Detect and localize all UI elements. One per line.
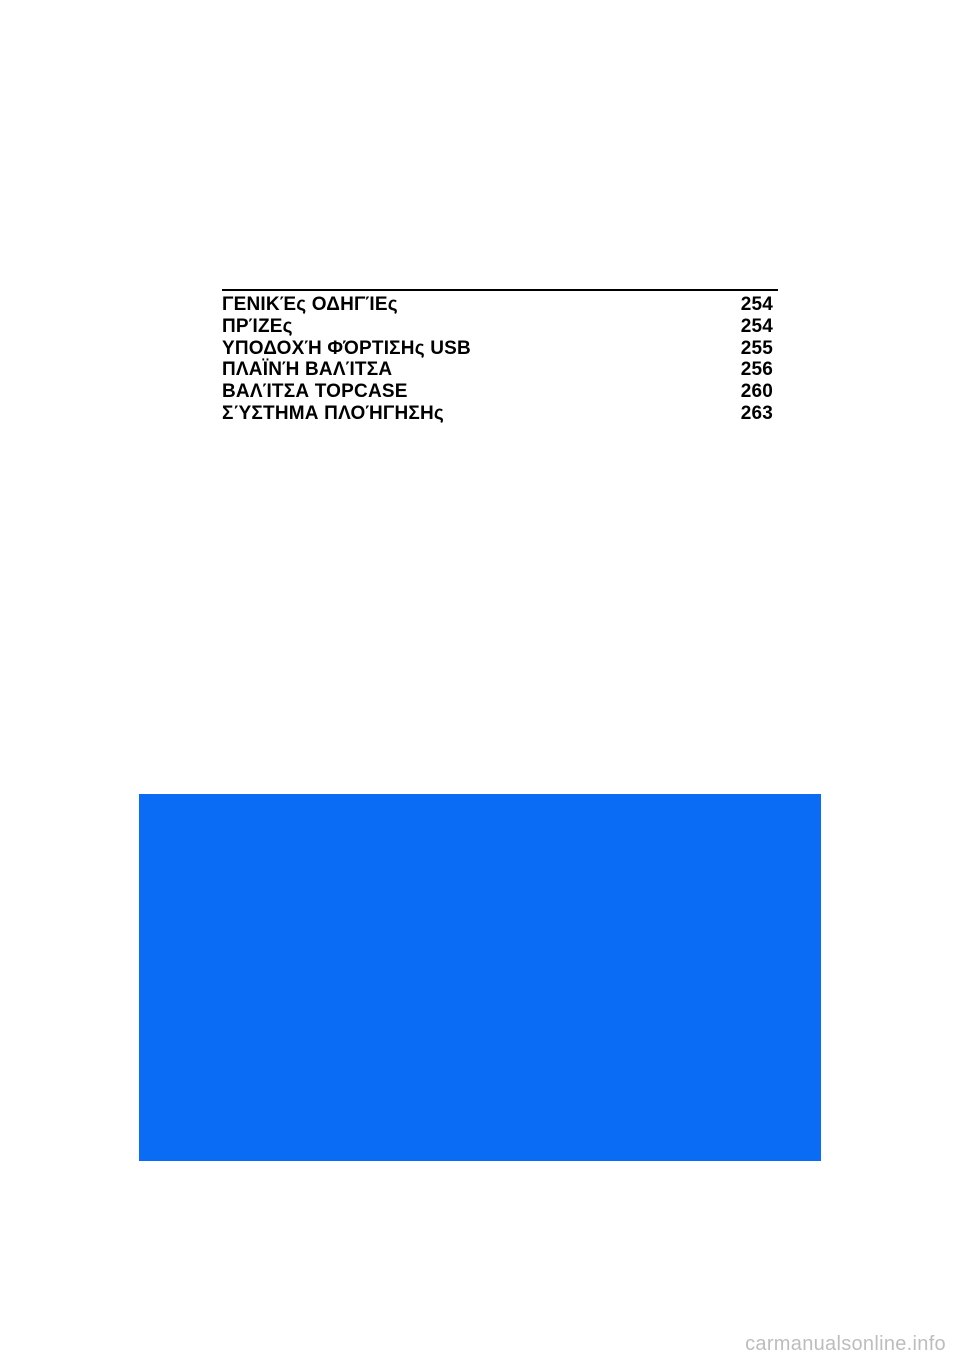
toc-entry[interactable] (222, 316, 778, 338)
toc-entry[interactable] (222, 294, 778, 316)
toc-entry-title: ΠΛΑΪΝΉ ΒΑΛΊΤΣΑ (222, 359, 393, 381)
watermark: carmanualsonline.info (745, 1333, 946, 1355)
toc-entry-page: 260 (740, 381, 773, 403)
toc-entry-page: 255 (740, 337, 773, 359)
toc-entry[interactable] (222, 381, 778, 403)
toc-entry-page: 254 (740, 294, 773, 315)
toc-entry-title: ΥΠΟΔΟΧΉ ΦΌΡΤΙΣΗς USB (222, 337, 471, 359)
toc-entry-title: ΒΑΛΊΤΣΑ TOPCASE (222, 381, 408, 403)
toc-entry-title: ΠΡΊΖΕς (222, 315, 293, 337)
toc-entry-title: ΣΎΣΤΗΜΑ ΠΛΟΉΓΗΣΗς (222, 402, 444, 424)
toc-entry-page: 256 (740, 359, 773, 381)
toc-entry[interactable] (222, 403, 778, 425)
table-of-contents (222, 289, 778, 425)
toc-entry-page: 254 (740, 315, 773, 337)
toc-entry-page: 263 (740, 402, 773, 424)
toc-entry[interactable] (222, 338, 778, 360)
toc-entry[interactable] (222, 359, 778, 381)
blue-panel (139, 794, 821, 1161)
toc-entry-title: ΓΕΝΙΚΈς ΟΔΗΓΊΕς (222, 294, 398, 315)
